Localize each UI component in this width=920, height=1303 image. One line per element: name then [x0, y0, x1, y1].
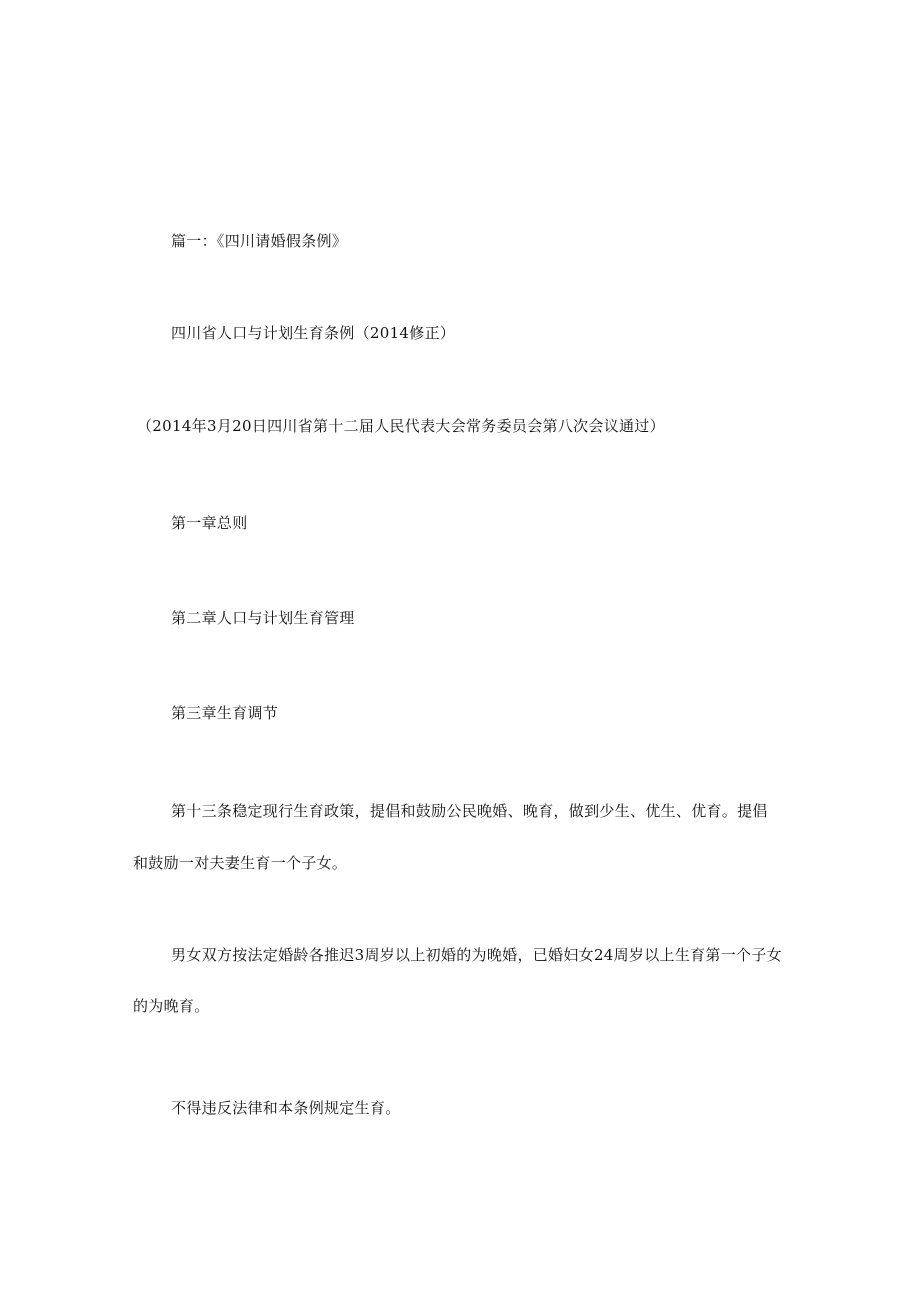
late-marriage-line-2: 的为晚育。: [133, 997, 210, 1015]
chapter-2-heading: 第二章人口与计划生育管理: [171, 609, 355, 627]
late-marriage-line-1: 男女双方按法定婚龄各推迟3周岁以上初婚的为晚婚，已婚妇女24周岁以上生育第一个子女: [171, 946, 782, 964]
chapter-3-heading: 第三章生育调节: [171, 704, 279, 722]
chapter-1-heading: 第一章总则: [171, 514, 248, 532]
prohibition-paragraph: 不得违反法律和本条例规定生育。: [171, 1099, 401, 1117]
article-13-line-1: 第十三条稳定现行生育政策，提倡和鼓励公民晚婚、晚育，做到少生、优生、优育。提倡: [171, 802, 768, 820]
law-title: 四川省人口与计划生育条例（2014修正）: [171, 324, 456, 342]
adoption-note: （2014年3月20日四川省第十二届人民代表大会常务委员会第八次会议通过）: [137, 417, 665, 435]
article-13-line-2: 和鼓励一对夫妻生育一个子女。: [133, 854, 348, 872]
document-heading: 篇一：《四川请婚假条例》: [171, 232, 348, 250]
